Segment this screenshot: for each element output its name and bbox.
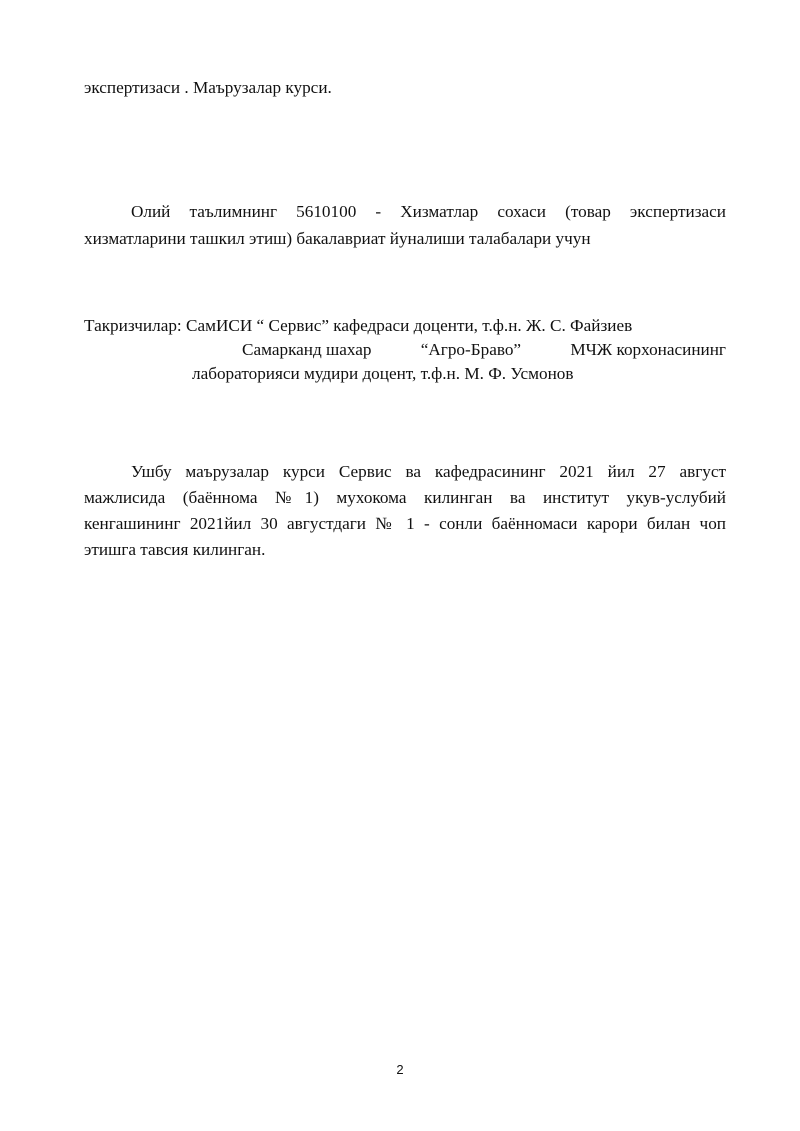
reviewer-company-type: МЧЖ корхонасининг [570,340,726,359]
approval-line-3: кенгашининг 2021йил 30 августдаги № 1 - сонли баённомаси карори билан чоп [84,514,726,533]
reviewer-city: Самарканд шахар [242,340,372,359]
title-tail-text: экспертизаси . Маърузалар курси. [84,78,332,97]
reviewers-line-2 [242,338,726,362]
page-number: 2 [396,1062,404,1077]
reviewers-line-3: лабораторияси мудири доцент, т.ф.н. М. Ф. Усмонов [192,364,574,383]
purpose-line-1: Олий таълимнинг 5610100 - Хизматлар сохаси (товар экспертизаси [131,202,726,221]
reviewers-line-1: Такризчилар: СамИСИ “ Сервис” кафедраси доценти, т.ф.н. Ж. С. Файзиев [84,316,633,335]
approval-line-1: Ушбу маърузалар курси Сервис ва кафедрасининг 2021 йил 27 август [131,462,726,481]
reviewer-company: “Агро-Браво” [420,340,522,359]
approval-line-2: мажлисида (баённома №1) мухокома килинган ва институт укув-услубий [84,488,726,507]
purpose-line-2: хизматларини ташкил этиш) бакалавриат йуналиши талабалари учун [84,229,591,248]
approval-line-4: этишга тавсия килинган. [84,540,266,559]
